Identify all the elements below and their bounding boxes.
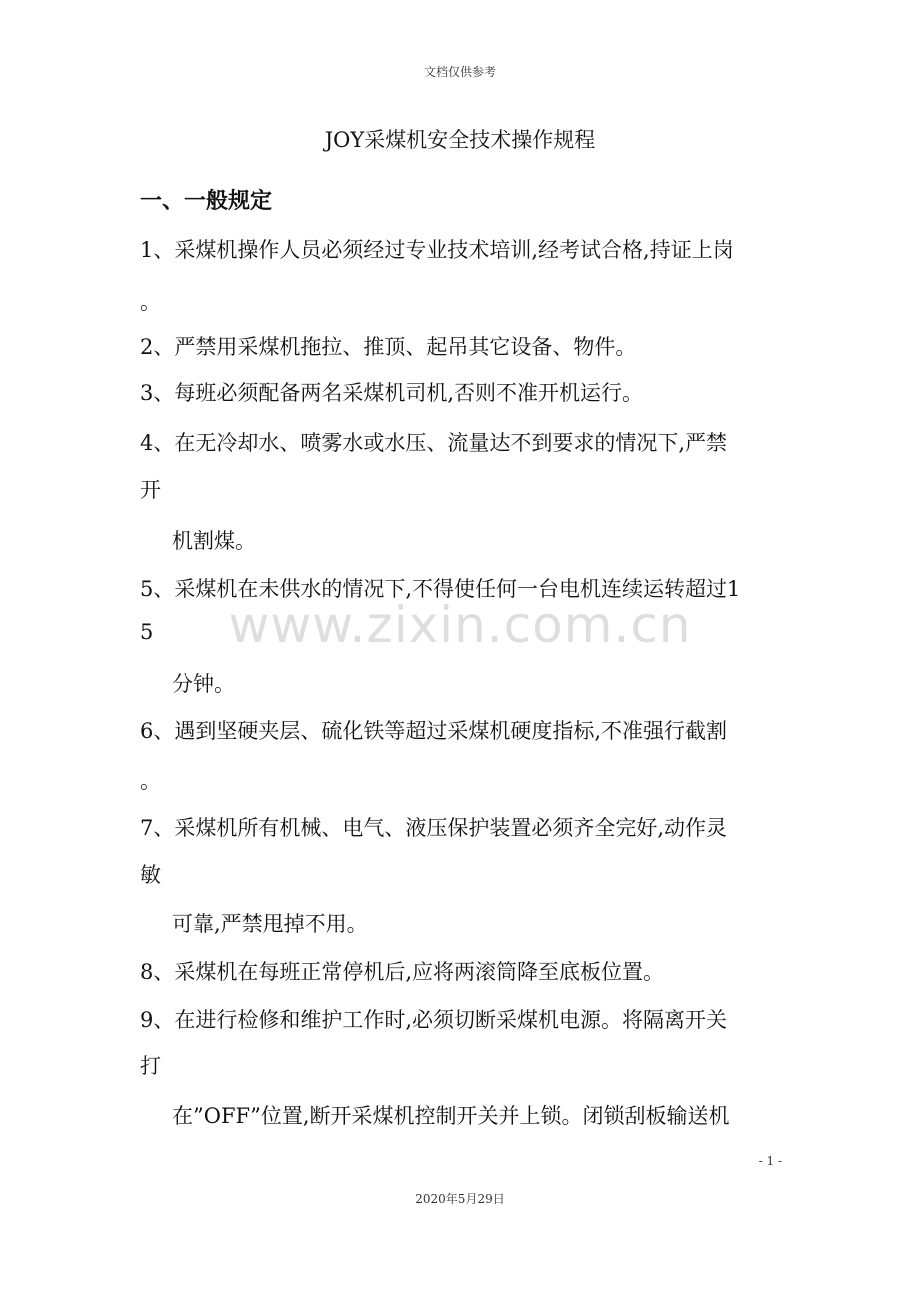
body-line: 9、在进行检修和维护工作时,必须切断采煤机电源。将隔离开关 [140, 1008, 728, 1032]
body-line: 敏 [140, 863, 161, 887]
document-title: JOY采煤机安全技术操作规程 [324, 128, 596, 152]
body-line: 机割煤。 [172, 529, 256, 553]
page-header: 文档仅供参考 [423, 65, 496, 79]
body-line: 2、严禁用采煤机拖拉、推顶、起吊其它设备、物件。 [140, 335, 637, 359]
page-number: - 1 - [758, 1154, 782, 1168]
section-heading: 一、一般规定 [140, 189, 273, 214]
body-line: 在”OFF”位置,断开采煤机控制开关并上锁。闭锁刮板输送机 [172, 1104, 730, 1128]
body-line: 打 [140, 1054, 161, 1078]
footer-date: 2020年5月29日 [415, 1192, 505, 1206]
body-line: 8、采煤机在每班正常停机后,应将两滚筒降至底板位置。 [140, 960, 665, 984]
body-line: 可靠,严禁甩掉不用。 [172, 912, 368, 936]
body-line: 分钟。 [172, 672, 235, 696]
body-line: 5、采煤机在未供水的情况下,不得使任何一台电机连续运转超过1 [140, 577, 741, 601]
watermark: www.zixin.com.cn [228, 596, 692, 654]
body-line: 开 [140, 478, 161, 502]
body-line: 4、在无冷却水、喷雾水或水压、流量达不到要求的情况下,严禁 [140, 431, 728, 455]
body-line: 1、采煤机操作人员必须经过专业技术培训,经考试合格,持证上岗 [140, 238, 734, 262]
body-line: 。 [140, 769, 161, 793]
body-line: 6、遇到坚硬夹层、硫化铁等超过采煤机硬度指标,不准强行截割 [140, 719, 728, 743]
body-line: 7、采煤机所有机械、电气、液压保护装置必须齐全完好,动作灵 [140, 816, 728, 840]
body-line: 3、每班必须配备两名采煤机司机,否则不准开机运行。 [140, 381, 644, 405]
body-line: 。 [140, 290, 161, 314]
body-line: 5 [140, 620, 154, 644]
